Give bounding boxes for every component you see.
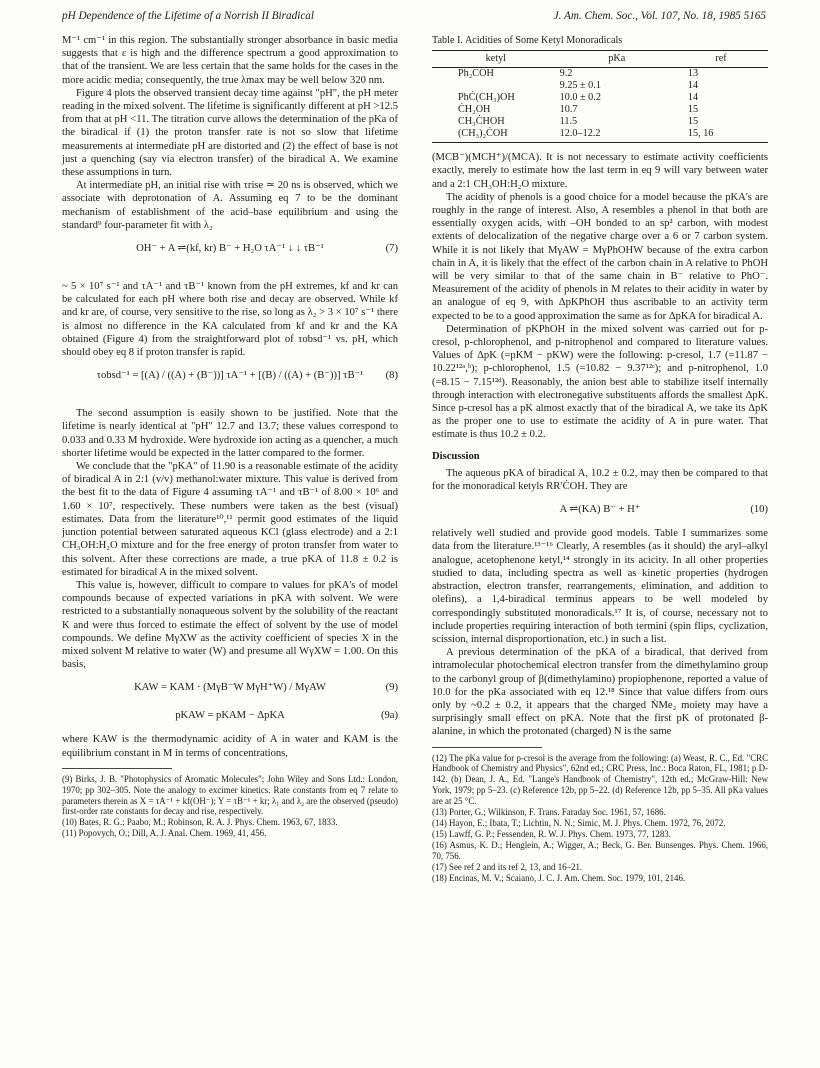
paragraph: (MCB⁻)(MCH⁺)/(MCA). It is not necessary to estimate activity coefficients exactly, merely to estimate how the last term in eq 9 will vary between water and a 2:1 CH₃OH:H₂O mixture. xyxy=(432,152,768,190)
table-row xyxy=(432,104,768,116)
footnotes xyxy=(62,774,398,839)
journal-citation: J. Am. Chem. Soc., Vol. 107, No. 18, 1985 5165 xyxy=(553,10,766,22)
footnotes xyxy=(432,753,768,884)
paragraph: The second assumption is easily shown to be justified. Note that the lifetime is nearly identical at "pH" 12.7 and 13.7; these values correspond to 0.033 and 0.33 M hydroxide. Were hydroxide ion acting as a quencher, a much shorter lifetime would be expected in the latter compared to the former. xyxy=(62,408,398,459)
footnote-rule xyxy=(432,747,542,748)
paragraph: At intermediate pH, an initial rise with τrise ≃ 20 ns is observed, which we associate with deprotonation of A. Assuming eq 7 to be the dominant mechanism of establishment of the acid–base equilibrium and using the standard⁹ four-parameter fit with λ₂ xyxy=(62,180,398,231)
table-cell: ĊH₂OH xyxy=(458,104,491,116)
equation-number: (7) xyxy=(385,243,398,255)
table-header: ketyl xyxy=(432,51,560,68)
paragraph: This value is, however, difficult to compare to values for pKA's of model compounds because of expected variations in pKA with solvent. We were restricted to a substantially nonaqueous solvent by the solubility of the reactant K and were thus forced to estimate the effect of solvent by the use of model compounds. We define MγXW as the activity coefficient of species X in the mixed solvent M relative to water (W) and presume all WγXW = 1.00. On this basis, xyxy=(62,579,398,671)
table-cell: 11.5 xyxy=(559,116,578,128)
equation-body: pKAW = pKAM − ΔpKA xyxy=(175,710,285,722)
table-cell: 15 xyxy=(687,104,699,116)
table-cell: 13 xyxy=(687,68,699,80)
table-cell: CH₃ĊHOH xyxy=(458,116,505,128)
paragraph: We conclude that the "pKA" of 11.90 is a reasonable estimate of the acidity of biradical A in 2:1 (v/v) methanol:water mixture. This value is derived from the best fit to the data of Figure 4 assuming τA⁻¹ and τB⁻¹ of 8.00 × 10⁶ and 1.60 × 10⁷, respectively. These numbers were taken as the best (visual) estimates. Data from the literature¹⁰,¹¹ permit good estimates of the liquid junction potential between saturated aqueous KCl (glass electrode) and a 2:1 CH₃OH:H₂O mixture and for the free energy of proton transfer from water to this solvent. After these corrections are made, a true pKA of 11.8 ± 0.2 is estimated for biradical A in the mixed solvent. xyxy=(62,461,398,578)
equation-number: (9a) xyxy=(380,710,398,722)
table-cell: 15, 16 xyxy=(674,128,768,143)
section-heading: Discussion xyxy=(432,450,480,462)
equation-number: (8) xyxy=(385,370,398,382)
footnote: (14) Hayon, E.; Ibata, T.; Lichtin, N. N.; Simic, M. J. Phys. Chem. 1972, 76, 2072. xyxy=(432,817,726,828)
table-caption: Table I. Acidities of Some Ketyl Monoradicals xyxy=(432,35,623,46)
right-column xyxy=(432,34,768,883)
footnote: (9) Birks, J. B. "Photophysics of Aromatic Molecules"; John Wiley and Sons Ltd.: London, 1970; pp 302–305. Note the analogy to excimer kinetics. Rate constants from eq 7 relate to parameters therein as X = τA⁻¹ + kf(OH⁻); Y = τB⁻¹ + kr; λ₁ and λ₂ are the observed (pseudo) first-order rate constants for decay and rise, respectively. xyxy=(62,773,398,817)
equation-number: (9) xyxy=(385,682,398,694)
paragraph: A previous determination of the pKA of a biradical, that derived from intramolecular photochemical electron transfer from the dimethylamino group to the carbonyl group of β(dimethylamino) propiophenone, reported a value of 10.0 for the pKa associated with eq 12.¹⁸ Since that value differs from ours only by ~0.2 ± 0.2, it appears that the charged ṄMe₂ moiety may have a surprisingly small effect on pKA. Note that the first pK of protonated β-alanine, in which the protonated (charged) N is the same xyxy=(432,647,768,738)
left-column xyxy=(62,34,398,839)
paragraph: ~ 5 × 10⁷ s⁻¹ and τA⁻¹ and τB⁻¹ known from the pH extremes, kf and kr can be calculated for each pH where both rise and decay are observed. While kf and kr are, of course, very sensitive to the rise, so long as λ₂ > 3 × 10⁷ s⁻¹ there is almost no difference in the KA calculated from kf and kr and the KA obtained (Figure 4) from the straightforward plot of τobsd⁻¹ vs. pH, which should obey eq 8 if proton transfer is rapid. xyxy=(62,281,398,359)
footnote: (10) Bates, R. G.; Paabo, M.; Robinson, R. A. J. Phys. Chem. 1963, 67, 1833. xyxy=(62,817,338,828)
ketyl-acidity-table xyxy=(432,50,768,143)
table-row xyxy=(432,68,768,81)
paragraph: The acidity of phenols is a good choice for a model because the pKA's are roughly in the range of interest. Also, A resembles a phenol in that both are essentially oxygen acids, with –OH bonded to an sp² carbon, with modest extents of delocalization of the negative charge over a 6 or 7 carbon system. While it is not likely that MγAW = MγPhOHW because of the extra carbon chain in A, it is likely that the effect of the carbon chain in A relative to PhOH will be very similar to that of the same chain in B⁻ relative to PhO⁻. Measurement of the acidity of phenols in M relates to their acidity in water by an analogue of eq 9, with ΔpKPhOH thus ascribable to an activity term expected to be to a good approximation the same as for ΔpKA for biradical A. xyxy=(432,191,768,322)
paragraph: M⁻¹ cm⁻¹ in this region. The substantially stronger absorbance in basic media suggests that ε is high and the difference spectrum a good approximation to that of the transient. We are less certain that the same holds for the cases in the more acidic media; consequently, the true λmax may be well below 320 nm. xyxy=(62,35,398,86)
table-cell xyxy=(432,80,560,92)
table-cell: PhĊ(CH₃)OH xyxy=(458,92,515,104)
table-cell: 9.25 ± 0.1 xyxy=(559,80,601,92)
table-cell: 14 xyxy=(687,92,699,104)
running-title: pH Dependence of the Lifetime of a Norrish II Biradical xyxy=(62,10,314,22)
table-cell: 9.2 xyxy=(559,68,573,80)
table-cell: 10.7 xyxy=(559,104,578,116)
table-cell: 14 xyxy=(687,80,699,92)
footnote-rule xyxy=(62,768,172,769)
table-header: pKa xyxy=(560,51,674,68)
footnote: (11) Popovych, O.; Dill, A. J. Anal. Chem. 1969, 41, 456. xyxy=(62,828,267,839)
footnote: (18) Encinas, M. V.; Scaiano, J. C. J. Am. Chem. Soc. 1979, 101, 2146. xyxy=(432,872,686,883)
table-cell: 10.0 ± 0.2 xyxy=(559,92,601,104)
table-header: ref xyxy=(674,51,768,68)
table-row xyxy=(432,92,768,104)
paragraph: Determination of pKPhOH in the mixed solvent was carried out for p-cresol, p-chlorophenol, and p-nitrophenol and compared to literature values. Values of ΔpK (=pKM − pKW) were the following: p-cresol, 1.7 (=11.87 − 10.22¹²ᵃ,ᵇ); p-chlorophenol, 1.5 (=10.82 − 9.37¹²ᶜ); and p-nitrophenol, 1.0 (=8.15 − 7.15¹²ᵈ). Reasonably, the anion best able to stabilize itself internally through interaction with electronegative substituents affords the smallest ΔpK. Since p-cresol has a pK almost exactly that of the biradical A, we take its ΔpK as the proper one to use to estimate the acidity of A in pure water. That estimate is thus 10.2 ± 0.2. xyxy=(432,323,768,441)
table-row xyxy=(432,80,768,92)
equation-number: (10) xyxy=(750,504,768,516)
paragraph: relatively well studied and provide good models. Table I summarizes some data from the literature.¹³⁻¹⁶ Clearly, A resembles (as it should) the aryl–alkyl analogue, acetophenone ketyl,¹⁴ strongly in its acicity. In all other properties studied to data, including spectra as well as kinetic properties (hydrogen abstraction, electron transfer, rearrangements, elimination, and addition to olefins), a 1,4-biradical terminus appears to be well modeled by correspondingly substituted monoradicals.¹⁷ It is, of course, necessary not to include properties requiring interaction of both termini (spin flips, cyclization, scission, internal disproportionation, etc.) in such a list. xyxy=(432,528,768,645)
footnote: (13) Porter, G.; Wilkinson, F. Trans. Faraday Soc. 1961, 57, 1686. xyxy=(432,807,666,818)
table-cell: 15 xyxy=(687,116,699,128)
table-row xyxy=(432,116,768,128)
footnote: (15) Lawff, G. P.; Fessenden, R. W. J. Phys. Chem. 1973, 77, 1283. xyxy=(432,828,671,839)
table-cell: Ph₂ĊOH xyxy=(458,68,494,80)
equation-10 xyxy=(432,499,768,521)
equation-body: A ⇌(KA) B⁻ + H⁺ xyxy=(559,504,641,516)
table-cell: (CH₃)₂ĊOH xyxy=(432,128,560,143)
footnote: (16) Asmus, K. D.; Henglein, A.; Wigger, A.; Beck, G. Ber. Bunsenges. Phys. Chem. 1966, 70, 756. xyxy=(432,839,768,861)
equation-9a xyxy=(62,705,398,727)
equation-9 xyxy=(62,677,398,699)
footnote: (17) See ref 2 and its ref 2, 13, and 16–21. xyxy=(432,861,583,872)
paragraph: where KAW is the thermodynamic acidity of A in water and KAM is the equilibrium constant in M in terms of concentrations, xyxy=(62,734,398,759)
table-header-row xyxy=(432,51,768,68)
equation-8 xyxy=(62,365,398,401)
equation-body: OH⁻ + A ⇌(kf, kr) B⁻ + H₂O τA⁻¹ ↓ ↓ τB⁻¹ xyxy=(136,243,324,255)
equation-body: τobsd⁻¹ = [(A) / ((A) + (B⁻))] τA⁻¹ + [(B) / ((A) + (B⁻))] τB⁻¹ xyxy=(96,370,364,382)
table-cell: 12.0–12.2 xyxy=(560,128,674,143)
table-row xyxy=(432,128,768,143)
equation-body: KAW = KAM · (MγB⁻W MγH⁺W) / MγAW xyxy=(134,682,326,694)
paragraph: The aqueous pKA of biradical A, 10.2 ± 0.2, may then be compared to that for the monoradical ketyls RR′ĊOH. They are xyxy=(432,467,768,493)
paragraph: Figure 4 plots the observed transient decay time against "pH", the pH meter reading in the mixed solvent. The lifetime is significantly different at pH >12.5 from that at pH <11. The titration curve allows the determination of the pKa of the biradical if (1) the proton transfer rate is not so slow that lifetime measurements at intermediate pH are distorted and (2) the effect of base is not just a quenching (say via electron transfer) of the biradical A. We examine these assumptions in turn. xyxy=(62,87,398,179)
footnote: (12) The pKa value for p-cresol is the average from the following: (a) Weast, R. C., Ed. "CRC Handbook of Chemistry and Physics", 62nd ed.; CRC Press, Inc.: Boca Raton, FL, 1981; p D-142. (b) Dean, J. A., Ed. "Lange's Handbook of Chemistry", 12th ed.; McGraw-Hill: New York, 1979; pp 5–23. (c) Reference 12b, pp 5–22. (d) Reference 12b, pp 5–35. All pKa values are at 25 °C. xyxy=(432,752,768,807)
equation-7 xyxy=(62,238,398,274)
